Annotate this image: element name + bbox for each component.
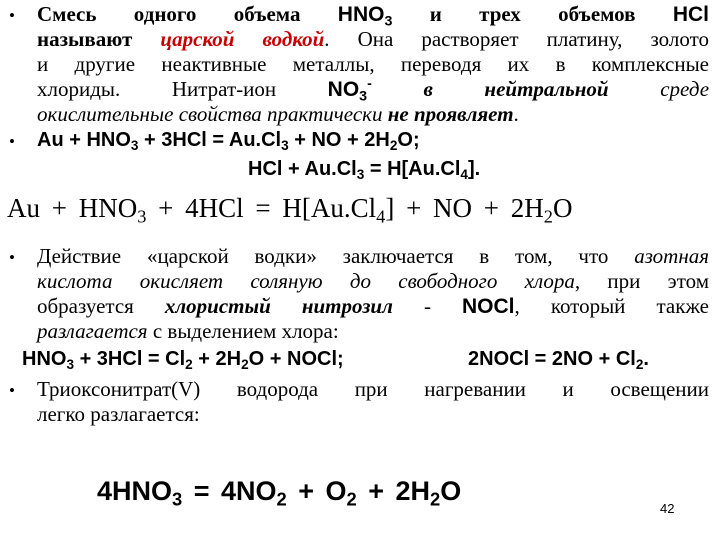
term-aqua-regia: царской водкой [160,27,325,51]
p2-line2: кислота окисляет соляную до свободного хлора, при этом [37,269,709,293]
p1-line5: окислительные свойства практически не проявляет. [37,102,519,126]
p1-line3: и другие неактивные металлы, переводя их в комплексные [37,52,709,76]
p3-line2: легко разлагается: [37,402,200,426]
equation-3: $Au + HNO_3 + 4HCl = H[Au.Cl_4]$ + NO + $2H_2O$ [7,193,573,227]
equation-4a: $HNO_3 + 3HCl = Cl_2 + 2H_2O$ + NOCl; [22,348,344,373]
p2-line3: образуется хлористый нитрозил - NOCl, который также [37,294,709,318]
bullet: • [9,132,15,151]
p1-line1: Смесь одного объема $HNO_3$ и трех объемов HCl [37,2,709,30]
page-number: 42 [660,501,675,516]
bullet: • [9,6,15,25]
equation-5: $4HNO_3 = 4NO_2 + O_2 + 2H_2O$ [97,476,462,510]
bullet: • [9,248,15,267]
equation-4b: 2NOCl = $2NO + Cl_2$. [468,348,649,373]
bullet: • [9,381,15,400]
equation-1: $Au + HNO_3 + 3HCl = Au.Cl_3$ + NO + $2H_2O$; [37,129,420,154]
equation-2: HCl + $Au.Cl_3 = H[Au.Cl_4]$. [248,158,481,183]
p2-line1: Действие «царской водки» заключается в том, что азотная [37,244,709,268]
p2-line4: разлагается с выделением хлора: [37,319,339,343]
p3-line1: Триоксонитрат(V) водорода при нагревании и освещении [37,377,709,401]
p1-line4: хлориды. Нитрат-ион $NO_3^-$ в нейтральной среде [37,76,710,105]
p1-line2: называют царской водкой. Она растворяет платину, золото [37,27,709,51]
